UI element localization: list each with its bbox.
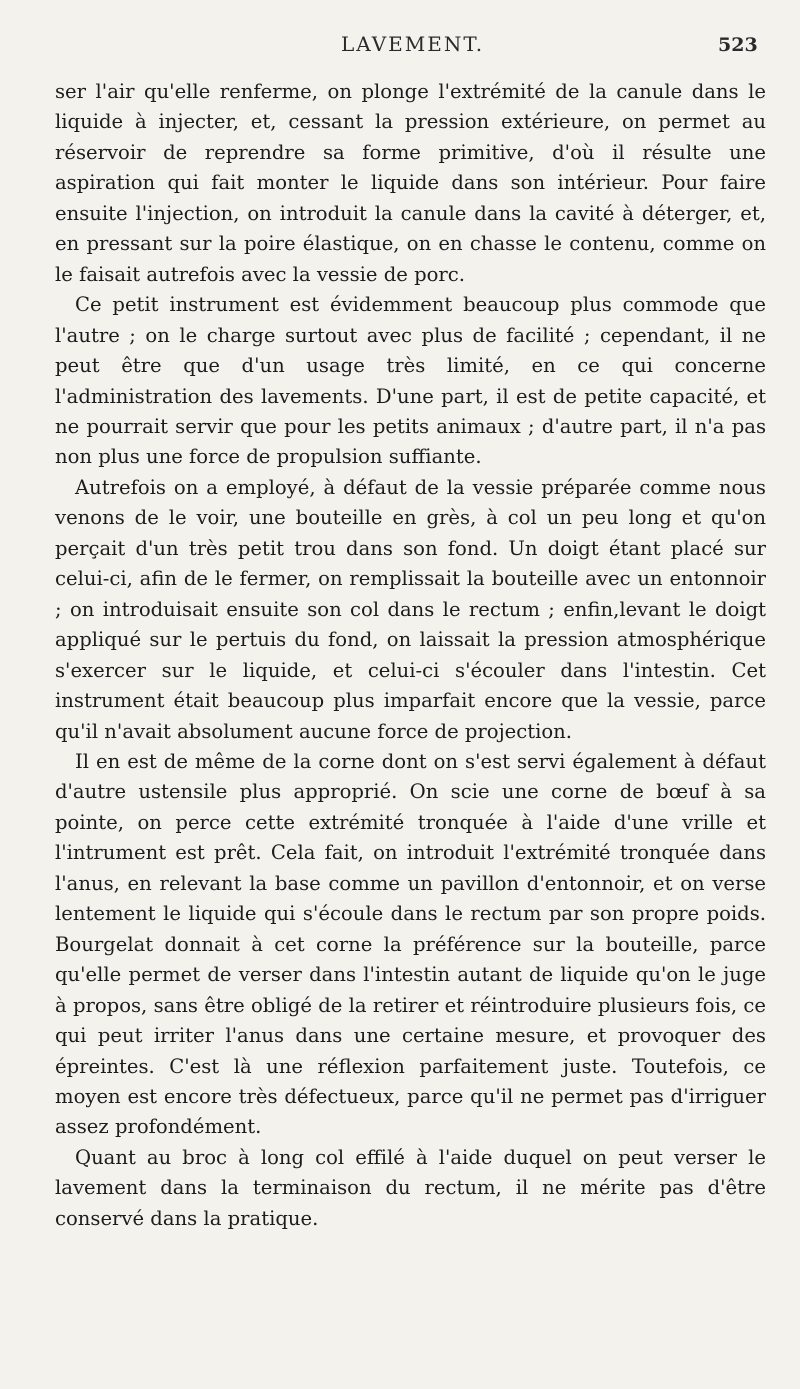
running-title: LAVEMENT.	[341, 32, 485, 56]
paragraph: Autrefois on a employé, à défaut de la vessie préparée comme nous venons de le voir, une bouteille en grès, à col un peu long et qu'on perçait d'un très petit trou dans son fond. Un doigt étant placé sur celui-ci, afin de le fermer, on remplissait la bouteille avec un entonnoir ; on introduisait ensuite son col dans le rectum ; enfin,levant le doigt appliqué sur le pertuis du fond, on laissait la pression atmosphérique s'exercer sur le liquide, et celui-ci s'écouler dans l'intestin. Cet instrument était beaucoup plus imparfait encore que la vessie, parce qu'il n'avait absolument aucune force de projection.	[55, 475, 766, 743]
page-number: 523	[718, 34, 758, 56]
body-text	[55, 77, 766, 1234]
paragraph-continued: ser l'air qu'elle renferme, on plonge l'extrémité de la canule dans le liquide à injecter, et, cessant la pression extérieure, on permet au réservoir de reprendre sa forme primitive, d'où il résulte une aspiration qui fait monter le liquide dans son intérieur. Pour faire ensuite l'injection, on introduit la canule dans la cavité à déterger, et, en pressant sur la poire élastique, on en chasse le contenu, comme on le faisait autrefois avec la vessie de porc.	[55, 80, 766, 286]
page-header	[0, 32, 800, 62]
paragraph: Quant au broc à long col effilé à l'aide duquel on peut verser le lavement dans la terminaison du rectum, il ne mérite pas d'être conservé dans la pratique.	[55, 1145, 766, 1230]
paragraph: Il en est de même de la corne dont on s'est servi également à défaut d'autre ustensile plus approprié. On scie une corne de bœuf à sa pointe, on perce cette extrémité tronquée à l'aide d'une vrille et l'intrument est prêt. Cela fait, on introduit l'extrémité tronquée dans l'anus, en relevant la base comme un pavillon d'entonnoir, et on verse lentement le liquide qui s'écoule dans le rectum par son propre poids. Bourgelat donnait à cet corne la préférence sur la bouteille, parce qu'elle permet de verser dans l'intestin autant de liquide qu'on le juge à propos, sans être obligé de la retirer et réintroduire plusieurs fois, ce qui peut irriter l'anus dans une certaine mesure, et provoquer des épreintes. C'est là une réflexion parfaitement juste. Toutefois, ce moyen est encore très défectueux, parce qu'il ne permet pas d'irriguer assez profondément.	[55, 749, 766, 1139]
paragraph: Ce petit instrument est évidemment beaucoup plus commode que l'autre ; on le charge surtout avec plus de facilité ; cependant, il ne peut être que d'un usage très limité, en ce qui concerne l'administration des lavements. D'une part, il est de petite capacité, et ne pourrait servir que pour les petits animaux ; d'autre part, il n'a pas non plus une force de propulsion suffiante.	[55, 293, 766, 469]
